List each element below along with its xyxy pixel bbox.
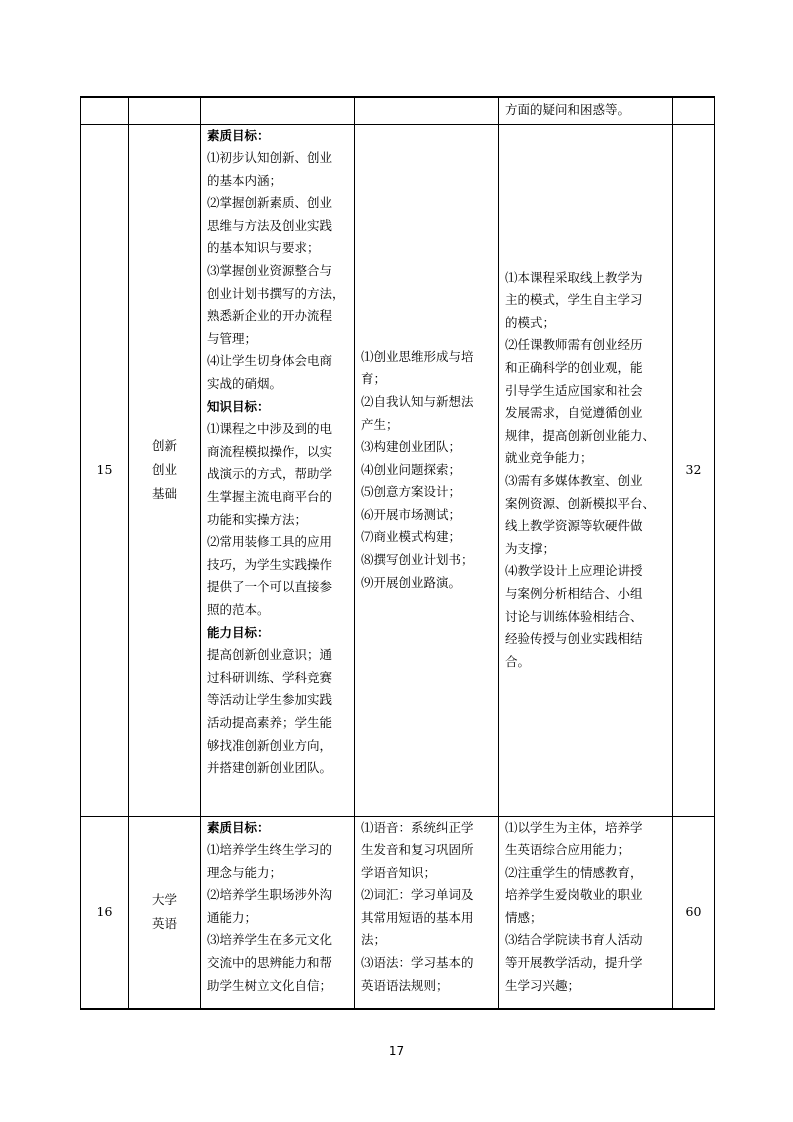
goal-line: 的基本内涵； — [207, 172, 283, 188]
goal-line: ⑶掌握创业资源整合与 — [207, 263, 333, 279]
course-name — [129, 124, 201, 816]
text-line: ⑵任课教师需有创业经历 — [505, 337, 643, 353]
course-number: 15 — [81, 124, 129, 816]
goal-line: 功能和实操方法； — [207, 511, 308, 527]
goal-line: ⑶培养学生在多元文化 — [207, 932, 333, 948]
text-line: 就业竞争能力； — [505, 450, 593, 466]
goal-line: 助学生树立文化自信； — [207, 977, 333, 993]
table-row — [81, 816, 715, 1009]
course-name-line: 大学 — [151, 892, 177, 908]
text-line: ⑸创意方案设计； — [361, 484, 462, 500]
goal-line: ⑴初步认知创新、创业 — [207, 150, 333, 166]
text-line: ⑵词汇：学习单词及 — [361, 887, 474, 903]
text-line: ⑵自我认知与新想法 — [361, 393, 474, 409]
course-goals — [201, 816, 355, 1009]
goal-line: 实战的硝烟。 — [207, 376, 283, 392]
cell-hours-cont — [673, 97, 715, 124]
text-line: 发展需求，自觉遵循创业 — [505, 405, 643, 421]
text-line: ⑵注重学生的情感教育， — [505, 864, 643, 880]
text-line: 和正确科学的创业观，能 — [505, 360, 643, 376]
text-line: 其常用短语的基本用 — [361, 909, 474, 925]
goal-line: 技巧，为学生实践操作 — [207, 556, 333, 572]
goal-line: ⑵常用装修工具的应用 — [207, 534, 333, 550]
goal-heading: 能力目标： — [207, 624, 270, 640]
course-name-line: 创新 — [151, 438, 177, 453]
text-line: ⑴语音：系统纠正学 — [361, 819, 474, 835]
goal-line: ⑵掌握创新素质、创业 — [207, 195, 333, 211]
text-line: 案例资源、创新模拟平台、 — [505, 495, 656, 511]
course-hours: 60 — [673, 816, 715, 1009]
text-line: 生发音和复习巩固所 — [361, 842, 474, 858]
text-line: 引导学生适应国家和社会 — [505, 382, 643, 398]
goal-line: ⑵培养学生职场涉外沟 — [207, 887, 333, 903]
goal-line: 等活动让学生参加实践 — [207, 692, 333, 708]
course-name-line: 创业 — [151, 462, 177, 477]
goal-line: ⑴课程之中涉及到的电 — [207, 421, 333, 437]
text-line: 学语音知识； — [361, 864, 437, 880]
text-line: 的模式； — [505, 314, 556, 330]
page-number: 17 — [388, 1044, 405, 1058]
text-line: ⑴创业思维形成与培 — [361, 348, 474, 364]
teaching-requirements — [499, 124, 673, 816]
text-line: ⑶需有多媒体教室、创业 — [505, 473, 643, 488]
text-line: 等开展教学活动，提升学 — [505, 955, 643, 971]
goal-line: 战演示的方式，帮助学 — [207, 466, 333, 482]
text-line: ⑴以学生为主体，培养学 — [505, 819, 643, 835]
text-line: ⑶语法：学习基本的 — [361, 955, 474, 971]
text-line: ⑶构建创业团队； — [361, 439, 462, 455]
goal-line: 通能力； — [207, 909, 258, 925]
text-line: 主的模式，学生自主学习 — [505, 292, 643, 308]
text-line: ⑼开展创业路演。 — [361, 574, 462, 590]
cell-num-cont — [81, 97, 129, 124]
goal-line: 提高创新创业意识；通 — [207, 647, 333, 663]
text-line: 规律，提高创新创业能力、 — [505, 427, 656, 443]
text-line: 生英语综合应用能力； — [505, 842, 631, 858]
goal-line: ⑴培养学生终生学习的 — [207, 842, 333, 858]
goal-line: 理念与能力； — [207, 864, 283, 880]
text-line: ⑷创业问题探索； — [361, 461, 462, 477]
text-line: 育； — [361, 371, 387, 387]
course-name-line: 基础 — [151, 486, 177, 501]
text-line: ⑹开展市场测试； — [361, 506, 462, 522]
text-line: 合。 — [505, 653, 531, 669]
text-line: ⑷教学设计上应理论讲授 — [505, 563, 643, 579]
course-content — [355, 124, 499, 816]
table-row — [81, 97, 715, 124]
text-line: ⑺商业模式构建； — [361, 529, 462, 545]
text-line: 生学习兴趣； — [505, 977, 581, 993]
goal-line: 的基本知识与要求； — [207, 240, 320, 256]
text-line: 经验传授与创业实践相结 — [505, 631, 643, 647]
goal-line: 思维与方法及创业实践 — [207, 217, 333, 233]
text-line: 英语语法规则； — [361, 977, 449, 993]
cell-name-cont — [129, 97, 201, 124]
goal-line: 活动提高素养；学生能 — [207, 714, 333, 730]
text-line: ⑻撰写创业计划书； — [361, 552, 474, 568]
text-line: 情感； — [505, 909, 543, 925]
text-line: ⑶结合学院读书育人活动 — [505, 932, 643, 948]
text-line: 讨论与训练体验相结合、 — [505, 608, 643, 624]
goal-heading: 素质目标： — [207, 127, 270, 143]
goal-line: 熟悉新企业的开办流程 — [207, 308, 333, 324]
text-line: 培养学生爱岗敬业的职业 — [505, 887, 643, 903]
course-goals — [201, 124, 355, 816]
course-name-line: 英语 — [151, 916, 177, 932]
cell-content-cont — [355, 97, 499, 124]
course-table — [80, 96, 715, 1010]
goal-line: 创业计划书撰写的方法， — [207, 285, 345, 301]
text-line: 产生； — [361, 416, 399, 432]
goal-heading: 素质目标： — [207, 819, 270, 835]
course-name — [129, 816, 201, 1009]
course-hours: 32 — [673, 124, 715, 816]
goal-heading: 知识目标： — [207, 398, 270, 414]
teaching-requirements — [499, 816, 673, 1009]
text-line: 与案例分析相结合、小组 — [505, 585, 643, 601]
table-row — [81, 124, 715, 816]
course-content — [355, 816, 499, 1009]
text-line: 线上教学资源等软硬件做 — [505, 518, 643, 534]
course-number: 16 — [81, 816, 129, 1009]
goal-line: 生掌握主流电商平台的 — [207, 489, 333, 504]
text-line: 为支撑； — [505, 540, 556, 556]
goal-line: 并搭建创新创业团队。 — [207, 760, 333, 776]
goal-line: 与管理； — [207, 330, 258, 346]
goal-line: ⑷让学生切身体会电商 — [207, 353, 333, 369]
cell-goals-cont — [201, 97, 355, 124]
goal-line: 够找准创新创业方向， — [207, 737, 333, 753]
goal-line: 过科研训练、学科竞赛 — [207, 669, 333, 685]
goal-line: 交流中的思辨能力和帮 — [207, 955, 333, 971]
text-line: ⑴本课程采取线上教学为 — [505, 269, 643, 285]
goal-line: 提供了一个可以直接参 — [207, 579, 333, 595]
text-line: 法； — [361, 932, 387, 948]
cell-methods-cont — [499, 97, 673, 124]
goal-line: 商流程模拟操作，以实 — [207, 443, 333, 459]
goal-line: 照的范本。 — [207, 601, 270, 617]
methods-line: 方面的疑问和困惑等。 — [505, 102, 631, 118]
